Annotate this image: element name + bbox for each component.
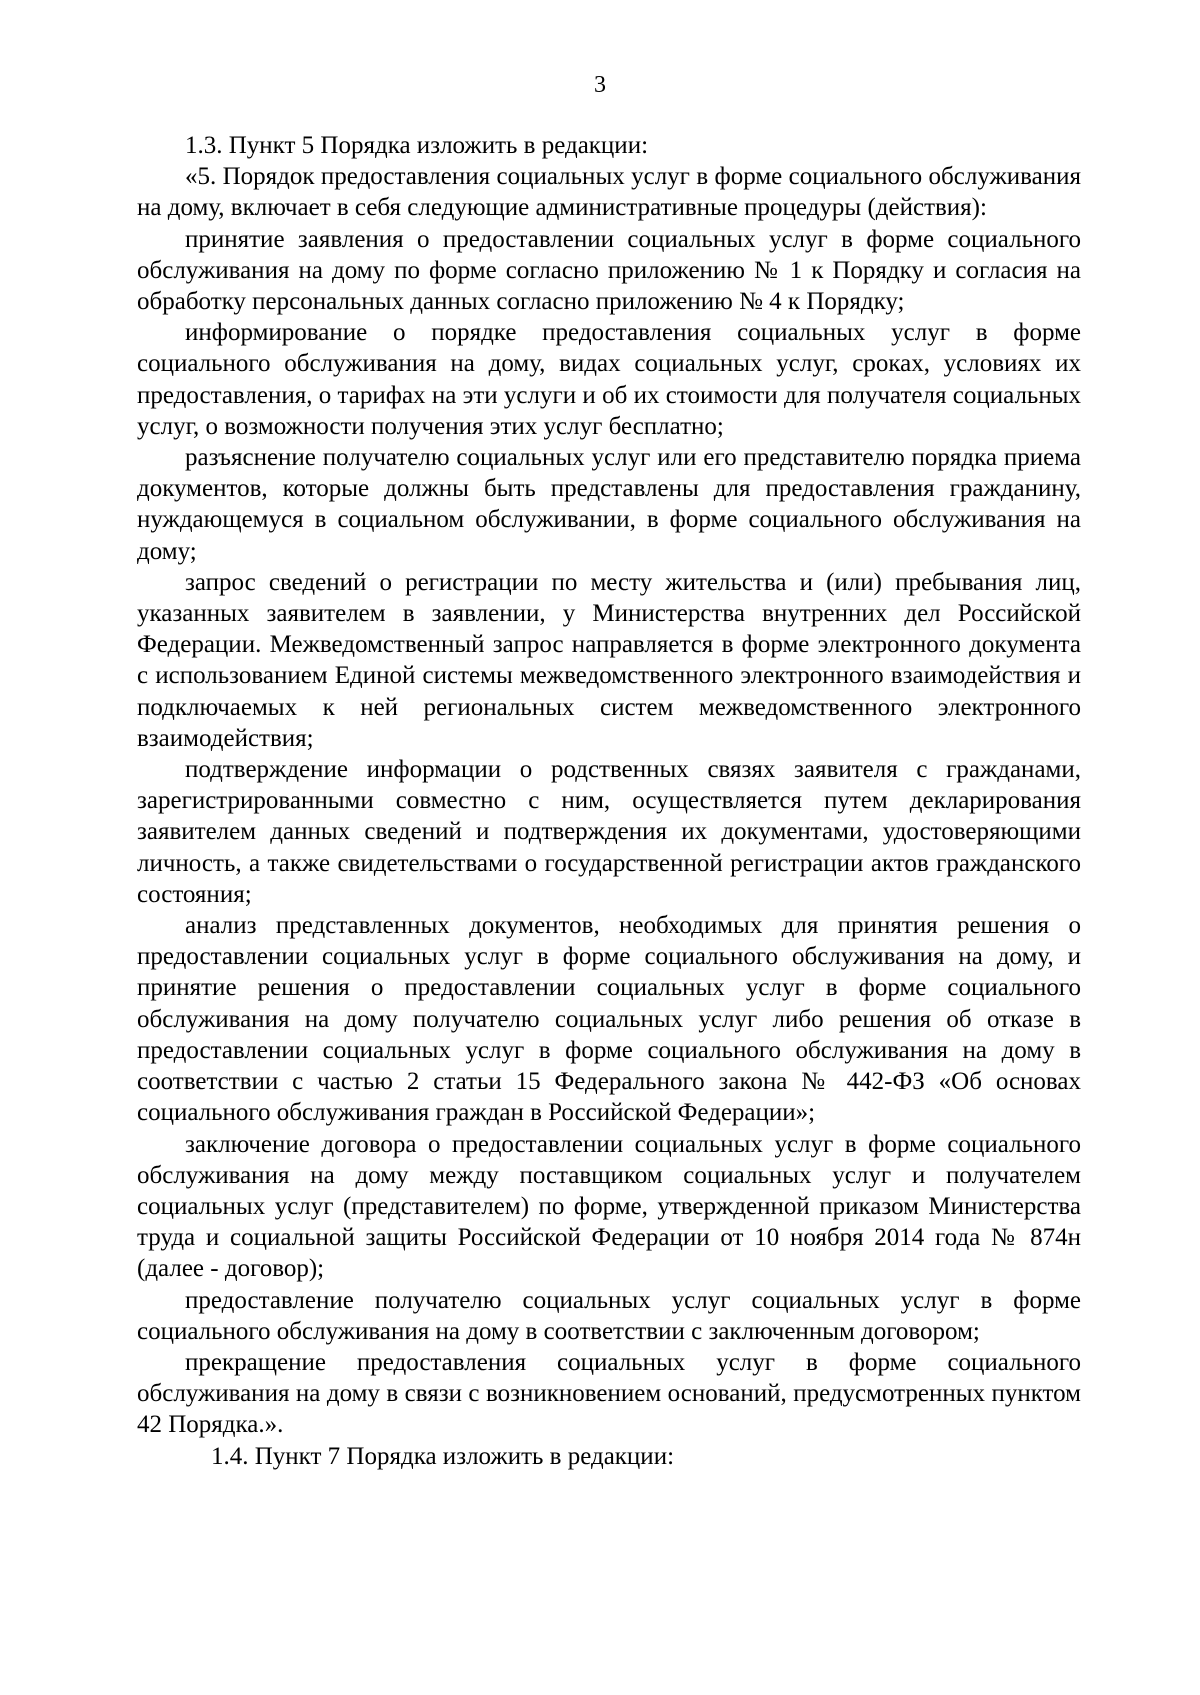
paragraph-section-1-4: 1.4. Пункт 7 Порядка изложить в редакции: — [211, 1442, 675, 1470]
paragraph-document-analysis: анализ представленных документов, необходимых для принятия решения о предоставлении социальных услуг в форме социального обслуживания на дому, и принятие решения о предоставлении социальных услуг в форме социального обслуживания на дому получателю социальных услуг либо решения об отказе в предоставлении социальных услуг в форме социального обслуживания на дому в соответствии с частью 2 статьи 15 Федерального закона № 442-ФЗ «Об основах социального обслуживания граждан в Российской Федерации»; — [137, 912, 1081, 1127]
paragraph-service-termination: прекращение предоставления социальных услуг в форме социального обслуживания на дому в связи с возникновением оснований, предусмотренных пунктом 42 Порядка.». — [137, 1348, 1081, 1439]
paragraph-informing: информирование о порядке предоставления социальных услуг в форме социального обслуживания на дому, видах социальных услуг, сроках, условиях их предоставления, о тарифах на эти услуги и об их стоимости для получателя социальных услуг, о возможности получения этих услуг бесплатно; — [137, 319, 1081, 440]
paragraph-item-5-intro: «5. Порядок предоставления социальных услуг в форме социального обслуживания на дому, включает в себя следующие административные процедуры (действия): — [137, 163, 1081, 222]
paragraph-registration-request: запрос сведений о регистрации по месту жительства и (или) пребывания лиц, указанных заявителем в заявлении, у Министерства внутренних дел Российской Федерации. Межведомственный запрос направляется в форме электронного документа с использованием Единой системы межведомственного электронного взаимодействия и подключаемых к ней региональных систем межведомственного электронного взаимодействия; — [137, 568, 1081, 752]
page-number: 3 — [594, 72, 606, 98]
paragraph-kinship-confirmation: подтверждение информации о родственных связях заявителя с гражданами, зарегистрированными совместно с ним, осуществляется путем декларирования заявителем данных сведений и подтверждения их документами, удостоверяющими личность, а также свидетельствами о государственной регистрации актов гражданского состояния; — [137, 756, 1081, 908]
paragraph-explanation: разъяснение получателю социальных услуг или его представителю порядка приема документов, которые должны быть представлены для предоставления гражданину, нуждающемуся в социальном обслуживании, в форме социального обслуживания на дому; — [137, 444, 1081, 565]
paragraph-application-acceptance: принятие заявления о предоставлении социальных услуг в форме социального обслуживания на дому по форме согласно приложению № 1 к Порядку и согласия на обработку персональных данных согласно приложению № 4 к Порядку; — [137, 225, 1081, 316]
paragraph-section-1-3: 1.3. Пункт 5 Порядка изложить в редакции: — [185, 132, 649, 159]
paragraph-contract-conclusion: заключение договора о предоставлении социальных услуг в форме социального обслуживания на дому между поставщиком социальных услуг и получателем социальных услуг (представителем) по форме, утвержденной приказом Министерства труда и социальной защиты Российской Федерации от 10 ноября 2014 года № 874н (далее - договор); — [137, 1130, 1081, 1283]
document-body — [137, 130, 1081, 1472]
paragraph-service-provision: предоставление получателю социальных услуг социальных услуг в форме социального обслуживания на дому в соответствии с заключенным договором; — [137, 1286, 1081, 1345]
